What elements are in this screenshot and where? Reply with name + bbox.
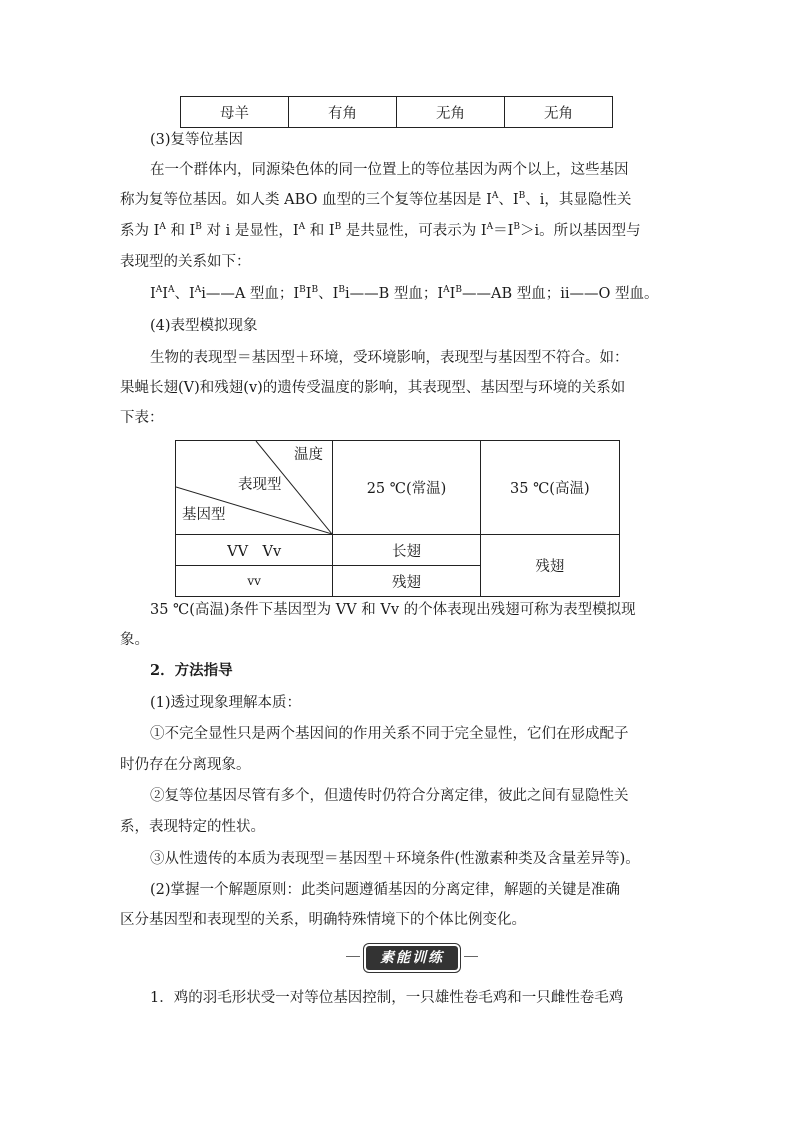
row-label: VV Vv	[176, 535, 333, 566]
paragraph-line: (2)掌握一个解题原则：此类问题遵循基因的分离定律，解题的关键是准确	[150, 882, 621, 898]
paragraph-line: 下表：	[120, 410, 164, 426]
table-cell: 无角	[505, 97, 613, 128]
paragraph-line: ③从性遗传的本质为表现型＝基因型＋环境条件(性激素种类及含量差异等)。	[150, 851, 640, 867]
table-cell: 有角	[289, 97, 397, 128]
header-genotype: 基因型	[182, 507, 226, 523]
column-header: 35 ℃(高温)	[480, 441, 619, 535]
paragraph-line: 系，表现特定的性状。	[120, 819, 265, 835]
diagonal-header-cell	[176, 441, 333, 535]
paragraph-line: 35 ℃(高温)条件下基因型为 VV 和 Vv 的个体表现出残翅可称为表型模拟现	[150, 602, 636, 618]
table-cell: 无角	[397, 97, 505, 128]
paragraph-line: 在一个群体内，同源染色体的同一位置上的等位基因为两个以上，这些基因	[150, 162, 629, 178]
column-header: 25 ℃(常温)	[333, 441, 480, 535]
table-row	[181, 97, 613, 128]
table-cell: 长翅	[333, 535, 480, 566]
paragraph-line: 时仍存在分离现象。	[120, 757, 251, 773]
header-phenotype: 表现型	[238, 477, 282, 493]
paragraph-line: 称为复等位基因。如人类 ABO 血型的三个复等位基因是 $I^A$、$I^B$、i，其显隐性关	[120, 191, 632, 208]
paragraph-line: 果蝇长翅(V)和残翅(v)的遗传受温度的影响，其表现型、基因型与环境的关系如	[120, 380, 626, 396]
merged-cell: 残翅	[480, 535, 619, 597]
section-method-title: 2．方法指导	[150, 662, 233, 679]
table-cell: 母羊	[181, 97, 289, 128]
genotype-phenotype-line: $I^AI^A$、$I^Ai——A$ 型血；$I^BI^B$、$I^Bi——B$ 型血；$I^AI^B——AB$ 型血；ii——O 型血。	[150, 285, 659, 302]
section-3-title: (3)复等位基因	[150, 132, 244, 148]
paragraph-line: 生物的表现型＝基因型＋环境，受环境影响，表现型与基因型不符合。如：	[150, 350, 629, 366]
header-temperature: 温度	[294, 447, 323, 463]
paragraph-line: (1)透过现象理解本质：	[150, 695, 302, 711]
sex-influenced-table	[180, 96, 613, 128]
paragraph-line: 象。	[120, 632, 149, 648]
table-row	[176, 535, 620, 566]
badge-decoration	[346, 956, 360, 957]
paragraph-line: 表现型的关系如下：	[120, 254, 251, 270]
table-cell: 残翅	[333, 566, 480, 597]
paragraph-line: ①不完全显性只是两个基因间的作用关系不同于完全显性，它们在形成配子	[150, 726, 629, 742]
row-label: vv	[176, 566, 333, 597]
section-4-title: (4)表型模拟现象	[150, 318, 258, 334]
question-line: 1．鸡的羽毛形状受一对等位基因控制，一只雄性卷毛鸡和一只雌性卷毛鸡	[150, 990, 624, 1006]
paragraph-line: ②复等位基因尽管有多个，但遗传时仍符合分离定律，彼此之间有显隐性关	[150, 788, 629, 804]
paragraph-line: 系为 $I^A$ 和 $I^B$ 对 i 是显性，$I^A$ 和 $I^B$ 是共显性，可表示为 $I^A=I^B>i$。所以基因型与	[120, 222, 641, 239]
table-row	[176, 441, 620, 535]
paragraph-line: 区分基因型和表现型的关系，明确特殊情境下的个体比例变化。	[120, 912, 526, 928]
section-badge: 素能训练	[366, 946, 458, 970]
badge-decoration	[464, 956, 478, 957]
phenocopy-table	[175, 440, 620, 597]
